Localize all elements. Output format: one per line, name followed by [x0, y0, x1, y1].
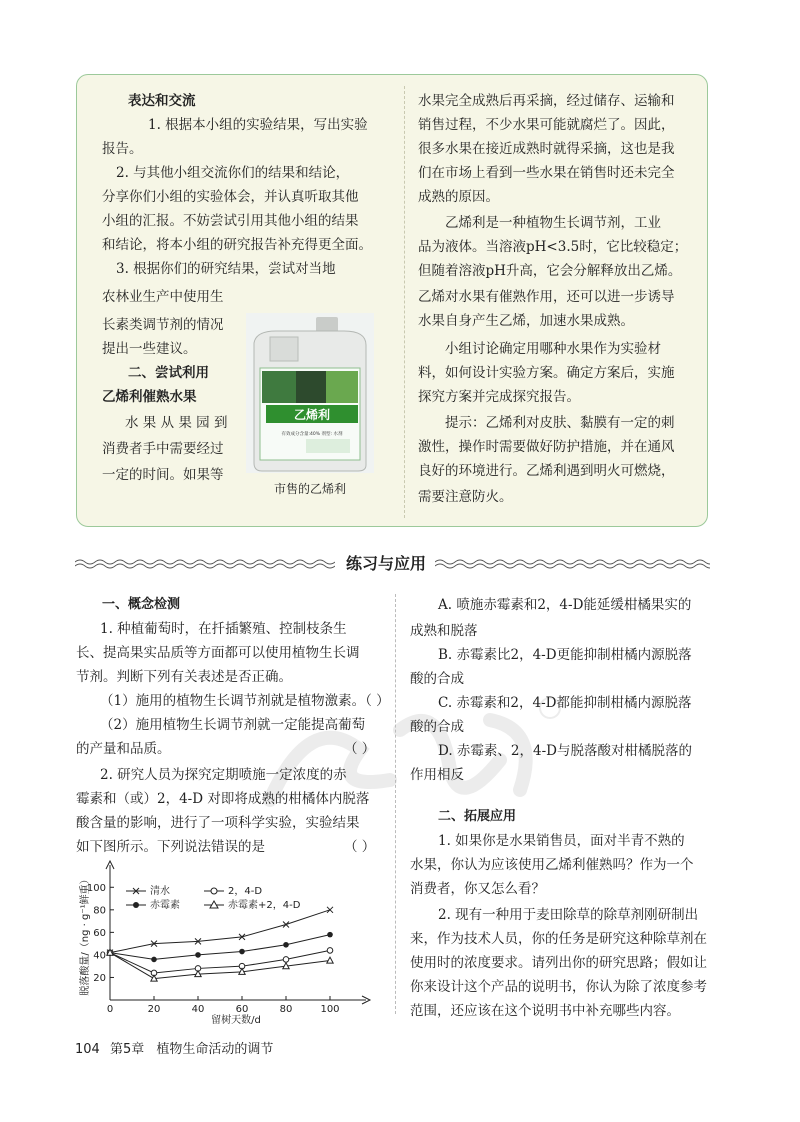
option-line: D. 赤霉素、2，4-D与脱落酸对柑橘脱落的 — [438, 743, 692, 759]
option-line: 酸的合成 — [410, 719, 464, 735]
exercise-line: （1）施用的植物生长调节剂就是植物激素。（ ） — [100, 693, 390, 709]
image-caption: 市售的乙烯利 — [273, 482, 346, 496]
box-right-line: 成熟的原因。 — [418, 189, 499, 205]
data-point-series-0 — [283, 921, 289, 927]
y-tick-label: 20 — [93, 972, 106, 984]
legend-label: 清水 — [150, 886, 170, 897]
exercise-line: 霉素和（或）2，4-D 对即将成熟的柑橘体内脱落 — [76, 791, 370, 807]
x-tick-label: 100 — [320, 1004, 340, 1015]
section-title: 练习与应用 — [345, 554, 426, 573]
box-right-line: 良好的环境进行。乙烯利遇到明火可燃烧， — [418, 463, 675, 479]
answer-paren: （ ） — [344, 839, 376, 855]
data-point-series-3 — [327, 957, 333, 963]
box-line: 报告。 — [102, 141, 143, 157]
box-right-line: 品为液体。当溶液pH<3.5时，它比较稳定； — [418, 239, 688, 255]
answer-paren: （ ） — [344, 741, 376, 757]
y-tick-label: 100 — [86, 882, 106, 894]
box-subheading: 乙烯利催熟水果 — [102, 389, 197, 405]
option-line: 作用相反 — [410, 767, 464, 783]
footer-chapter: 第5章 — [109, 1042, 145, 1057]
bottle-small-text: 有效成分含量:40% 剂型: 水剂 — [281, 432, 343, 437]
series-line-3 — [110, 953, 330, 979]
exercise-line: 长、提高果实品质等方面都可以使用植物生长调 — [76, 645, 360, 661]
box-line: 提出一些建议。 — [102, 341, 197, 357]
abscisic-acid-chart — [76, 855, 376, 1030]
box-line: 3. 根据你们的研究结果，尝试对当地 — [116, 261, 336, 277]
box-right-line: 激性，操作时需要做好防护措施，并在通风 — [418, 439, 675, 455]
exercise-heading: 一、概念检测 — [102, 597, 181, 612]
ethephon-bottle-image — [246, 313, 374, 473]
page-number: 104 — [75, 1042, 100, 1057]
box-line: 一定的时间。如果等 — [102, 467, 224, 483]
series-line-0 — [110, 910, 330, 953]
box-right-line: 料，如何设计实验方案。确定方案后，实施 — [418, 365, 675, 381]
y-axis-label: 脱落酸量/（ng · g⁻¹鲜重） — [80, 874, 91, 996]
extension-line: 1. 如果你是水果销售员，面对半青不熟的 — [438, 833, 685, 849]
option-line: 酸的合成 — [410, 671, 464, 687]
data-point-series-1 — [239, 949, 245, 955]
box-right-line: 水果自身产生乙烯，加速水果成熟。 — [418, 313, 634, 329]
box-right-line: 们在市场上看到一些水果在销售时还未完全 — [418, 165, 675, 181]
option-line: B. 赤霉素比2，4-D更能抑制柑橘内源脱落 — [438, 647, 692, 663]
box-line: 和结论，将本小组的研究报告补充得更全面。 — [102, 237, 372, 253]
exercise-line: 的产量和品质。 — [76, 741, 171, 757]
legend-label: 2，4-D — [228, 886, 263, 897]
extension-line: 来，作为技术人员，你的任务是研究这种除草剂在 — [410, 931, 707, 947]
box-right-line: 提示：乙烯利对皮肤、黏膜有一定的刺 — [445, 415, 675, 431]
section-wave-left — [75, 558, 335, 570]
extension-line: 范围，还应该在这个说明书中补充哪些内容。 — [410, 1003, 680, 1019]
footer-title: 植物生命活动的调节 — [156, 1042, 274, 1057]
box-right-line: 水果完全成熟后再采摘，经过储存、运输和 — [418, 93, 675, 109]
exercise-line: 1. 种植葡萄时，在扦插繁殖、控制枝条生 — [100, 621, 347, 637]
box-right-line: 但随着溶液pH升高，它会分解释放出乙烯。 — [418, 263, 682, 279]
box-right-line: 销售过程，不少水果可能就腐烂了。因此， — [418, 117, 675, 133]
x-tick-label: 0 — [106, 1004, 114, 1015]
box-column-divider — [404, 86, 405, 518]
box-right-line: 小组讨论确定用哪种水果作为实验材 — [445, 341, 661, 357]
box-subheading: 二、尝试利用 — [128, 365, 209, 381]
box-line: 2. 与其他小组交流你们的结果和结论， — [116, 165, 350, 181]
x-axis-label: 留树天数/d — [211, 1015, 261, 1026]
exercise-heading: 二、拓展应用 — [438, 809, 517, 824]
bottle-label-text: 乙烯利 — [293, 408, 331, 422]
page-footer — [75, 1038, 273, 1057]
extension-line: 使用时的浓度要求。请列出你的研究思路；假如让 — [410, 955, 707, 971]
legend-marker-24d — [211, 888, 217, 894]
box-line: 小组的汇报。不妨尝试引用其他小组的结果 — [102, 213, 359, 229]
data-point-series-1 — [195, 952, 201, 958]
data-point-series-2 — [283, 957, 289, 963]
x-tick-label: 40 — [191, 1004, 205, 1015]
extension-line: 2. 现有一种用于麦田除草的除草剂刚研制出 — [438, 907, 699, 923]
data-point-series-0 — [327, 907, 333, 913]
box-right-line: 需要注意防火。 — [418, 489, 513, 505]
exercise-line: 如下图所示。下列说法错误的是 — [76, 839, 265, 855]
option-line: C. 赤霉素和2，4-D都能抑制柑橘内源脱落 — [438, 695, 692, 711]
x-tick-label: 60 — [235, 1004, 249, 1015]
box-right-line: 乙烯利是一种植物生长调节剂，工业 — [445, 215, 661, 231]
legend-marker-gibberellin — [133, 902, 139, 908]
x-tick-label: 20 — [147, 1004, 161, 1015]
data-point-series-1 — [283, 942, 289, 948]
x-tick-label: 80 — [279, 1004, 293, 1015]
box-line: 分享你们小组的实验体会，并认真听取其他 — [102, 189, 359, 205]
exercise-line: 节剂。判断下列有关表述是否正确。 — [76, 669, 292, 685]
data-point-series-2 — [327, 948, 333, 954]
box-line: 1. 根据本小组的实验结果，写出实验 — [148, 117, 368, 133]
y-tick-label: 80 — [93, 905, 106, 917]
box-right-line: 很多水果在接近成熟时就得采摘，这也是我 — [418, 141, 675, 157]
y-tick-label: 60 — [93, 927, 106, 939]
exercise-column-divider — [395, 594, 396, 1014]
series-line-2 — [110, 950, 330, 973]
option-line: 成熟和脱落 — [410, 623, 478, 639]
box-heading: 表达和交流 — [128, 93, 196, 109]
data-point-series-1 — [151, 957, 157, 963]
data-point-series-1 — [327, 932, 333, 938]
box-line: 农林业生产中使用生 — [102, 289, 224, 305]
extension-line: 消费者，你又怎么看？ — [410, 881, 545, 897]
extension-line: 你来设计这个产品的说明书，你认为除了浓度参考 — [410, 979, 707, 995]
y-tick-label: 40 — [93, 950, 106, 962]
box-line: 水 果 从 果 园 到 — [125, 415, 228, 431]
extension-line: 水果，你认为应该使用乙烯利催熟吗？作为一个 — [410, 857, 694, 873]
box-right-line: 乙烯对水果有催熟作用，还可以进一步诱导 — [418, 289, 675, 305]
exercise-line: （2）施用植物生长调节剂就一定能提高葡萄 — [100, 717, 366, 733]
exercise-line: 2. 研究人员为探究定期喷施一定浓度的赤 — [100, 767, 347, 783]
option-line: A. 喷施赤霉素和2，4-D能延缓柑橘果实的 — [438, 597, 692, 613]
legend-label: 赤霉素+2，4-D — [228, 900, 301, 911]
box-line: 长素类调节剂的情况 — [102, 317, 224, 333]
section-wave-right — [435, 558, 710, 570]
box-right-line: 探究方案并完成探究报告。 — [418, 389, 580, 405]
exercise-line: 酸含量的影响，进行了一项科学实验，实验结果 — [76, 815, 360, 831]
legend-label: 赤霉素 — [150, 900, 180, 911]
box-line: 消费者手中需要经过 — [102, 441, 224, 457]
series-line-1 — [110, 935, 330, 960]
